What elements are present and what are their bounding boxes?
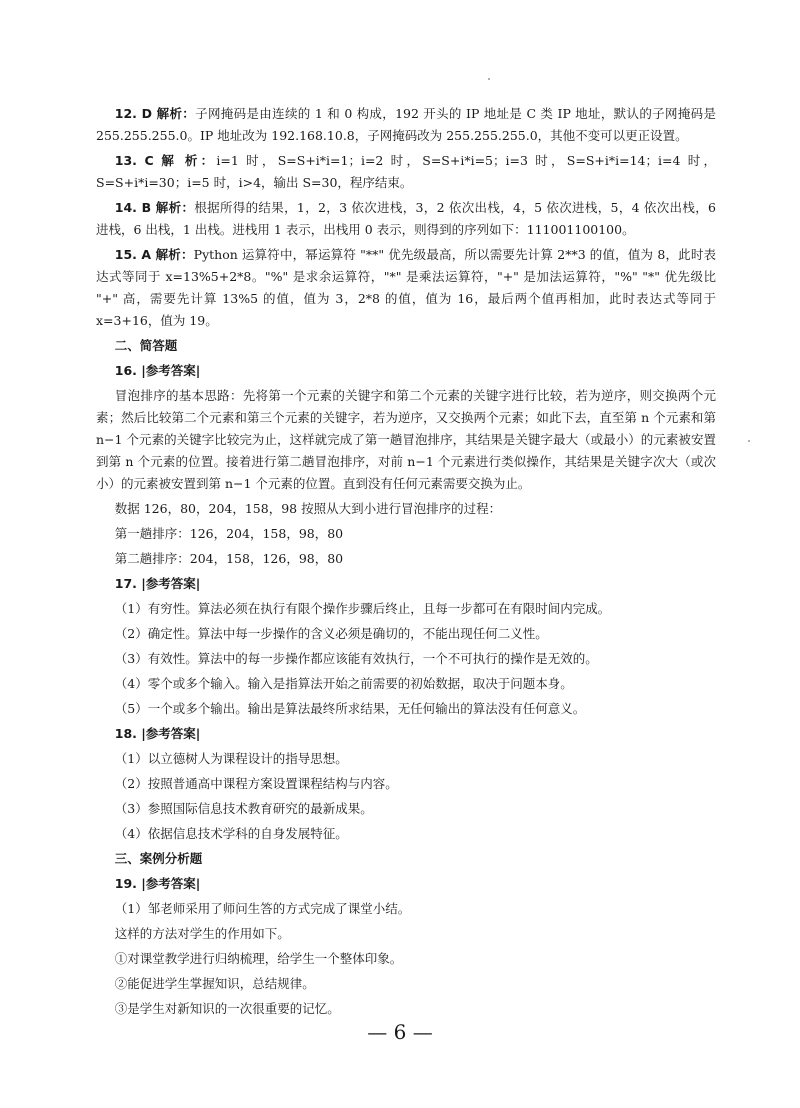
answer-13-label: 13. C 解 析：	[114, 153, 217, 168]
answer-12	[96, 103, 716, 147]
answer-content	[96, 103, 716, 1023]
answer-16-line: 数据 126，80，204，158，98 按照从大到小进行冒泡排序的过程：	[114, 501, 502, 516]
answer-15-text: Python 运算符中，幂运算符 "**" 优先级最高，所以需要先计算 2**3 的值，值为 8，此时表达式等同于 x=13%5+2*8。"%" 是求余运算符，"*" 是乘法运算符，"+" 是加法运算符，"%" "*" 优先级比 "+" 高，需要先计算 13%5 的值，值为 3，2*8 的值，值为 16，最后两个值再相加，此时表达式等同于 x=3+16，值为 19。	[96, 247, 716, 328]
answer-13-text: i=1 时，S=S+i*i=1；i=2 时，S=S+i*i=5；i=3 时，S=S+i*i=14；i=4 时，S=S+i*i=30；i=5 时，i>4，输出 S=30，程序结束。	[96, 153, 716, 190]
scan-speck	[488, 78, 490, 80]
answer-16-line: 第一趟排序：126，204，158，98，80	[114, 526, 344, 541]
section-heading-case-analysis: 三、案例分析题	[114, 851, 203, 866]
answer-17-item: （4）零个或多个输入。输入是指算法开始之前需要的初始数据，取决于问题本身。	[114, 676, 573, 691]
answer-17-item: （2）确定性。算法中每一步操作的含义必须是确切的，不能出现任何二义性。	[114, 626, 548, 641]
answer-19-item: ③是学生对新知识的一次很重要的记忆。	[114, 1001, 340, 1016]
answer-19-item: 这样的方法对学生的作用如下。	[114, 926, 290, 941]
answer-19-label: 19. |参考答案|	[114, 876, 201, 891]
answer-12-text: 子网掩码是由连续的 1 和 0 构成，192 开头的 IP 地址是 C 类 IP 地址，默认的子网掩码是 255.255.255.0。IP 地址改为 192.168.10.8，子网掩码改为 255.255.255.0，其他不变可以更正设置。	[96, 106, 716, 143]
answer-17-item: （3）有效性。算法中的每一步操作都应该能有效执行，一个不可执行的操作是无效的。	[114, 651, 598, 666]
answer-15-label: 15. A 解析：	[114, 247, 194, 262]
section-heading-short-answer: 二、简答题	[114, 338, 178, 353]
answer-15	[96, 244, 716, 332]
answer-12-label: 12. D 解析：	[114, 106, 196, 121]
answer-18-item: （4）依据信息技术学科的自身发展特征。	[114, 826, 348, 841]
answer-14-label: 14. B 解析：	[114, 200, 195, 215]
answer-19-item: ②能促进学生掌握知识，总结规律。	[114, 976, 315, 991]
answer-18-item: （1）以立德树人为课程设计的指导思想。	[114, 751, 348, 766]
answer-19-item: （1）邹老师采用了师问生答的方式完成了课堂小结。	[114, 901, 411, 916]
scan-speck	[748, 440, 750, 442]
answer-19-item: ①对课堂教学进行归纳梳理，给学生一个整体印象。	[114, 951, 403, 966]
answer-13	[96, 150, 716, 194]
answer-16-label: 16. |参考答案|	[114, 363, 201, 378]
answer-14-text: 根据所得的结果，1，2，3 依次进栈，3，2 依次出栈，4，5 依次进栈，5，4 依次出栈，6 进栈，6 出栈，1 出栈。进栈用 1 表示，出栈用 0 表示，则得到的序列如下：111001100100。	[96, 200, 717, 237]
answer-17-item: （1）有穷性。算法必须在执行有限个操作步骤后终止，且每一步都可在有限时间内完成。	[114, 601, 611, 616]
answer-18-item: （3）参照国际信息技术教育研究的最新成果。	[114, 801, 373, 816]
answer-17-item: （5）一个或多个输出。输出是算法最终所求结果，无任何输出的算法没有任何意义。	[114, 701, 586, 716]
answer-16-paragraph: 冒泡排序的基本思路：先将第一个元素的关键字和第二个元素的关键字进行比较，若为逆序，则交换两个元素；然后比较第二个元素和第三个元素的关键字，若为逆序，又交换两个元素；如此下去，直至第 n 个元素和第 n−1 个元素的关键字比较完为止，这样就完成了第一趟冒泡排序，其结果是关键字最大（或最小）的元素被安置到第 n 个元素的位置。接着进行第二趟冒泡排序，对前 n−1 个元素进行类似操作，其结果是关键字次大（或次小）的元素被安置到第 n−1 个元素的位置。直到没有任何元素需要交换为止。	[96, 388, 716, 491]
answer-14	[96, 197, 716, 241]
answer-18-item: （2）按照普通高中课程方案设置课程结构与内容。	[114, 776, 398, 791]
answer-17-label: 17. |参考答案|	[114, 576, 201, 591]
answer-16-line: 第二趟排序：204，158，126，98，80	[114, 551, 344, 566]
answer-18-label: 18. |参考答案|	[114, 726, 201, 741]
page-number: — 6 —	[367, 1020, 433, 1044]
